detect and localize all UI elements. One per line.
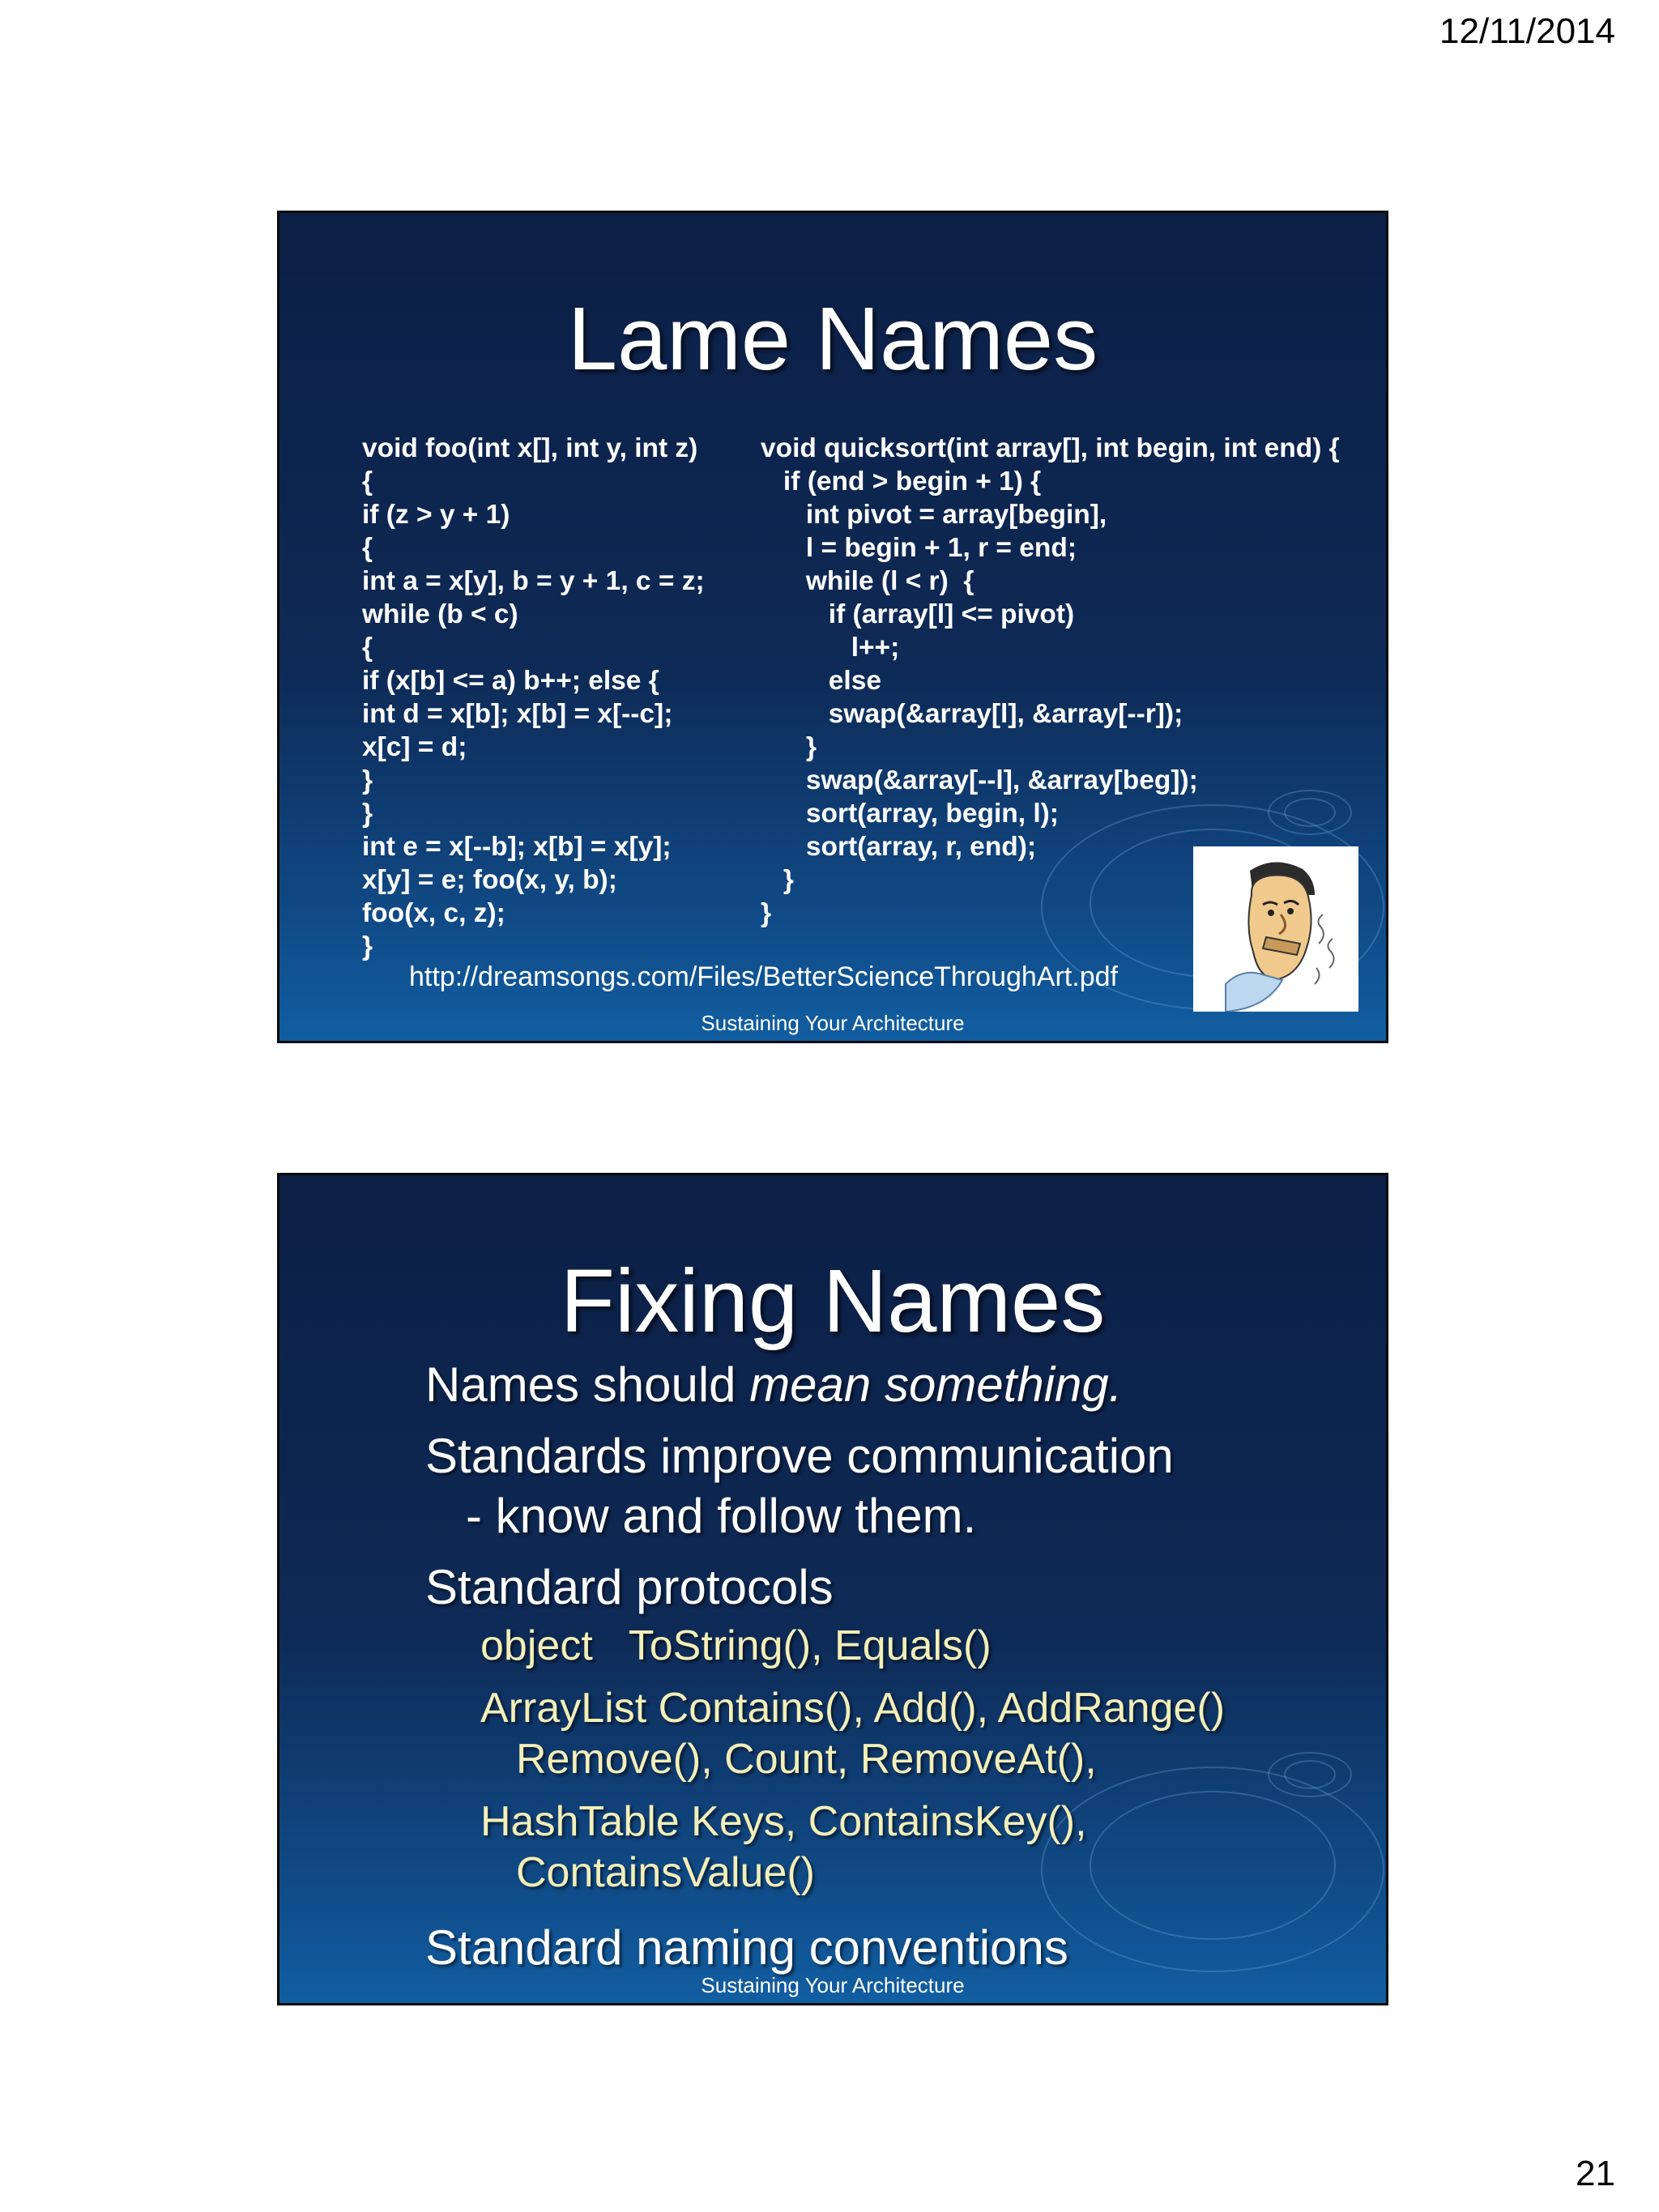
sub-bullet-object	[480, 1621, 1225, 1672]
code-sample-foo: void foo(int x[], int y, int z) { if (z > y + 1) { int a = x[y], b = y + 1, c = z; while (b < c) { if (x[b] <= a) b++; else { int d = x[b]; x[b] = x[--c]; x[c] = d; } } int e = x[--b]; x[b] = x[y]; x[y] = e; foo(x, y, b); foo(x, c, z); }	[362, 433, 705, 961]
code-sample-quicksort: void quicksort(int array[], int begin, int end) { if (end > begin + 1) { int pivot = array[begin], l = begin + 1, r = end; while (l < r) { if (array[l] <= pivot) l++; else swap(&array[l], &array[--r]); } swap(&array[--l], &array[beg]); sort(array, begin, l); sort(array, r, end); } }	[761, 433, 1340, 928]
slide-fixing-names	[277, 1173, 1388, 2005]
cartoon-illustration	[1193, 846, 1358, 1012]
sub-bullet-continuation: ContainsValue()	[516, 1849, 816, 1896]
page-number: 21	[1576, 2154, 1615, 2193]
bullet-emphasis: mean something.	[749, 1357, 1123, 1412]
sub-bullet-key: object	[480, 1622, 593, 1669]
slide-lame-names	[277, 211, 1388, 1043]
bullet-text: Standards improve communication	[425, 1429, 1174, 1483]
source-link[interactable]: http://dreamsongs.com/Files/BetterScienceThroughArt.pdf	[409, 961, 1118, 992]
bullet-standards	[425, 1426, 1225, 1546]
slide-title: Lame Names	[567, 289, 1098, 389]
sub-bullet-arraylist	[480, 1683, 1225, 1785]
slide-footer: Sustaining Your Architecture	[701, 1973, 965, 1997]
page-date: 12/11/2014	[1439, 11, 1615, 51]
sub-bullet-text: ArrayList Contains(), Add(), AddRange()	[480, 1685, 1226, 1732]
bullet-text: Names should	[425, 1357, 750, 1412]
bullet-text: Standard protocols	[425, 1560, 834, 1614]
bullet-list	[425, 1355, 1225, 1989]
slide-title: Fixing Names	[560, 1251, 1106, 1351]
sub-bullet-hashtable	[480, 1796, 1225, 1899]
bullet-naming-conventions	[425, 1918, 1225, 1978]
slide-footer: Sustaining Your Architecture	[701, 1011, 965, 1035]
bullet-names-meaning	[425, 1355, 1225, 1415]
sub-bullet-text: HashTable Keys, ContainsKey(),	[480, 1798, 1087, 1845]
sub-bullet-continuation: Remove(), Count, RemoveAt(),	[516, 1736, 1097, 1783]
bullet-text: Standard naming conventions	[425, 1920, 1068, 1975]
bullet-continuation: - know and follow them.	[466, 1489, 977, 1543]
bullet-protocols	[425, 1558, 1225, 1617]
sub-bullet-value: ToString(), Equals()	[628, 1622, 992, 1669]
